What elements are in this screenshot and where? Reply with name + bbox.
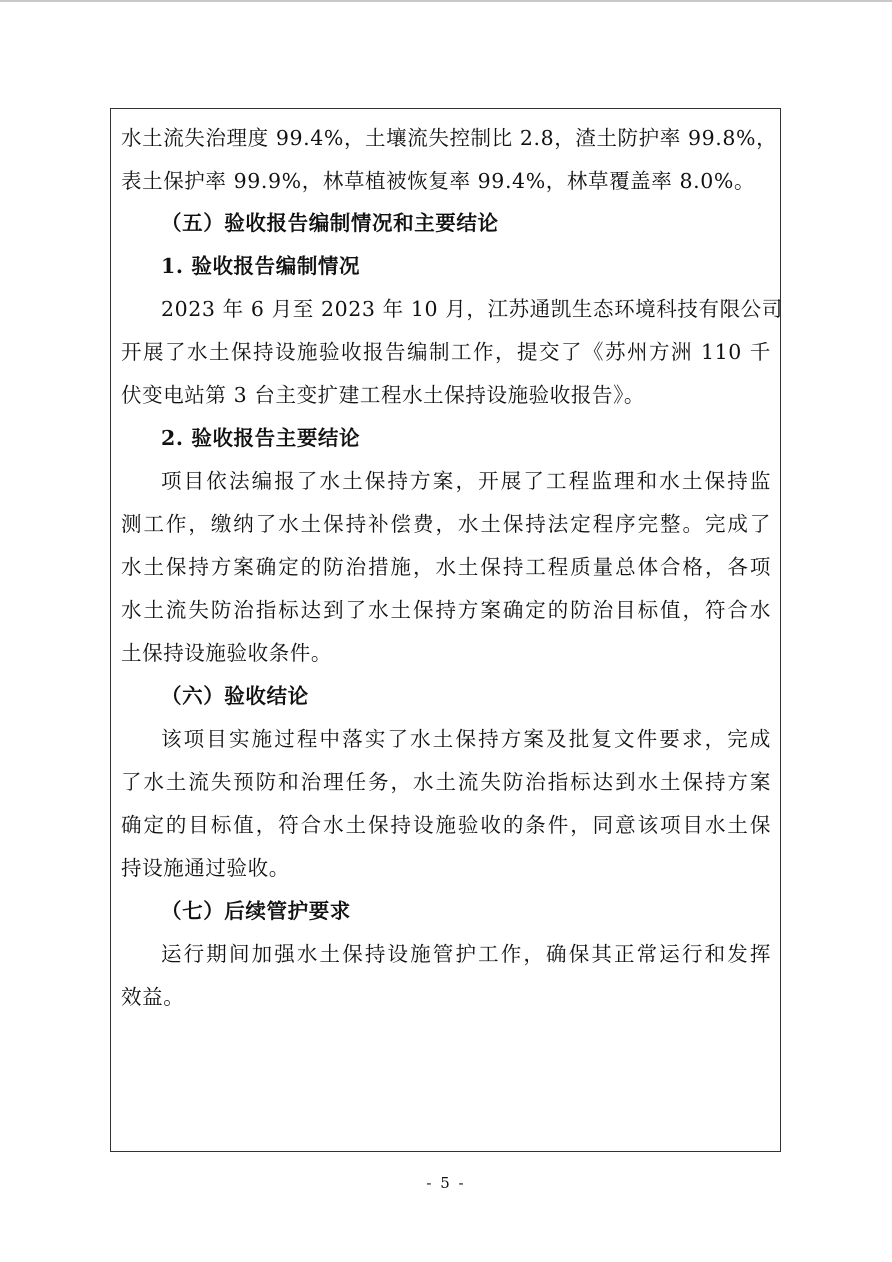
paragraph-line: 开展了水土保持设施验收报告编制工作，提交了《苏州方洲 110 千 [121,340,771,364]
page-top-edge [0,0,892,2]
paragraph-line: 效益。 [121,985,185,1009]
section-heading-5: （五）验收报告编制情况和主要结论 [161,211,499,235]
paragraph-line: 2023 年 6 月至 2023 年 10 月，江苏通凯生态环境科技有限公司 [161,297,783,321]
section-heading-6: （六）验收结论 [161,684,309,708]
paragraph-line: 水土流失防治指标达到了水土保持方案确定的防治目标值，符合水 [121,598,771,622]
paragraph-line: 项目依法编报了水土保持方案，开展了工程监理和水土保持监 [161,469,771,493]
page-number: - 5 - [426,1174,466,1192]
paragraph-line: 伏变电站第 3 台主变扩建工程水土保持设施验收报告》。 [121,383,646,407]
paragraph-line: 水土流失治理度 99.4%，土壤流失控制比 2.8，渣土防护率 99.8%， [121,126,778,150]
paragraph-line: 土保持设施验收条件。 [121,641,332,665]
paragraph-line: 测工作，缴纳了水土保持补偿费，水土保持法定程序完整。完成了 [121,512,771,536]
paragraph-line: 确定的目标值，符合水土保持设施验收的条件，同意该项目水土保 [121,813,771,837]
subheading-1: 1. 验收报告编制情况 [161,254,361,278]
section-heading-7: （七）后续管护要求 [161,899,351,923]
paragraph-line: 水土保持方案确定的防治措施，水土保持工程质量总体合格，各项 [121,555,771,579]
subheading-2: 2. 验收报告主要结论 [161,426,361,450]
paragraph-line: 运行期间加强水土保持设施管护工作，确保其正常运行和发挥 [161,942,771,966]
paragraph-line: 该项目实施过程中落实了水土保持方案及批复文件要求，完成 [161,727,771,751]
paragraph-line: 了水土流失预防和治理任务，水土流失防治指标达到水土保持方案 [121,770,771,794]
paragraph-line: 表土保护率 99.9%，林草植被恢复率 99.4%，林草覆盖率 8.0%。 [121,169,756,193]
paragraph-line: 持设施通过验收。 [121,856,290,880]
